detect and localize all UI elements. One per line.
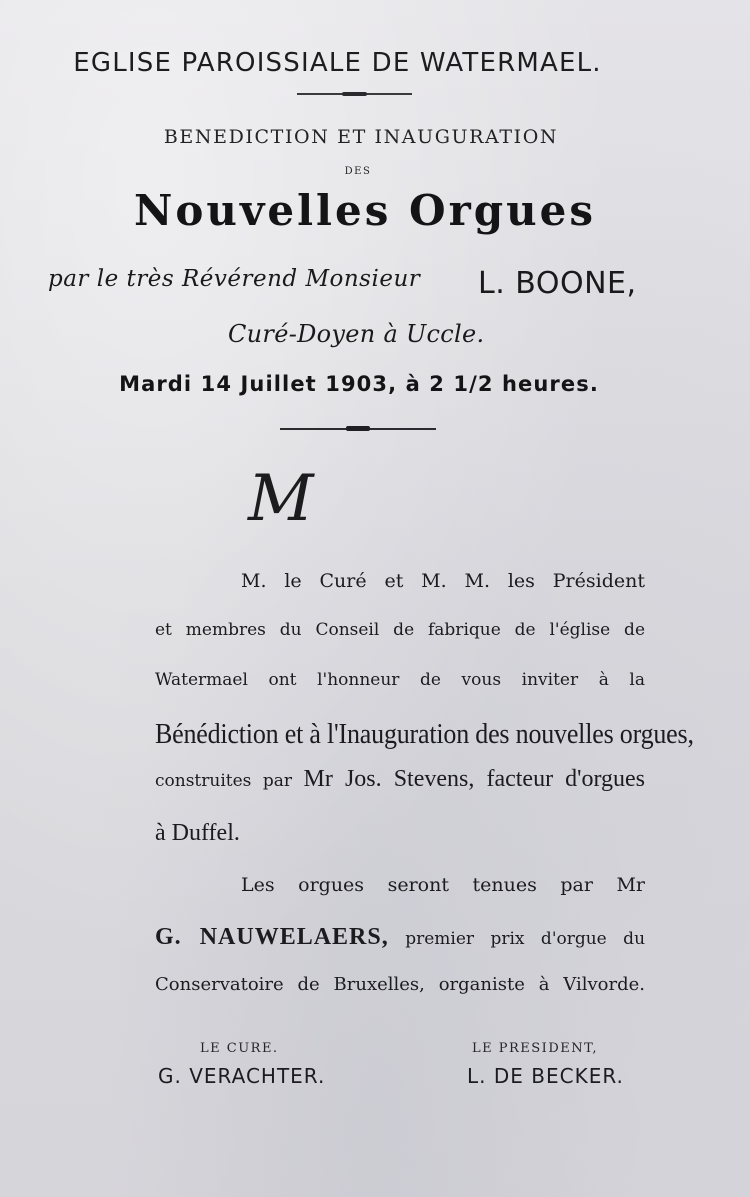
ornamental-divider-2 [280,428,436,430]
signature-name-president: L. DE BECKER. [467,1064,624,1088]
church-title: EGLISE PAROISSIALE DE WATERMAEL. [73,48,602,78]
body-line-5-main: Mr Jos. Stevens, facteur d'orgues [303,766,646,792]
body-line-5 [155,766,645,793]
signature-label-president: LE PRESIDENT, [472,1041,599,1056]
signature-name-cure: G. VERACHTER. [158,1064,326,1088]
body-line-5-prefix: construites par [155,771,293,791]
ornamental-divider [297,93,412,95]
benediction-heading: BENEDICTION ET INAUGURATION [163,126,559,148]
event-date: Mardi 14 Juillet 1903, à 2 1/2 heures. [119,372,599,396]
officiant-prefix: par le très Révérend Monsieur [48,266,421,292]
headline: Nouvelles Orgues [134,186,596,235]
officiant-title: Curé-Doyen à Uccle. [228,320,485,348]
body-line-2: et membres du Conseil de fabrique de l'église de [155,620,645,640]
body-line-4: Bénédiction et à l'Inauguration des nouvelles orgues, [155,718,694,750]
body-line-7: Les orgues seront tenues par Mr [241,874,645,896]
organist-name: G. NAUWELAERS, [155,924,389,950]
body-line-1: M. le Curé et M. M. les Président [241,570,645,592]
body-line-8-rest: premier prix d'orgue du [405,929,646,949]
officiant-name: L. BOONE, [478,266,637,301]
signature-label-cure: LE CURE. [200,1041,279,1056]
body-line-6: à Duffel. [155,820,240,846]
body-line-8 [155,924,645,951]
salutation: M [248,462,314,536]
body-line-3: Watermael ont l'honneur de vous inviter à la [155,670,645,690]
body-line-9: Conservatoire de Bruxelles, organiste à Vilvorde. [155,974,645,995]
des-label: DES [344,166,372,177]
